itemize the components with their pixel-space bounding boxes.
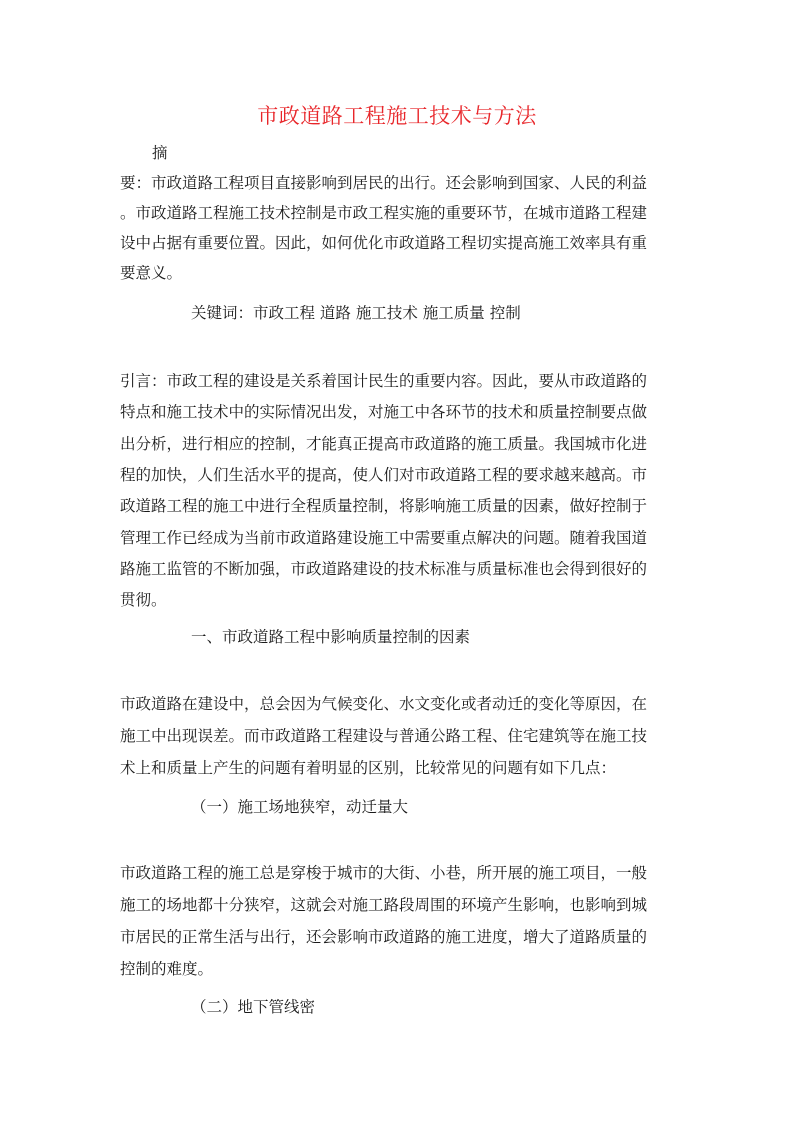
intro-line: 特点和施工技术中的实际情况出发，对施工中各环节的技术和质量控制要点做 [120, 403, 648, 421]
subsection-line: 市居民的正常生活与出行，还会影响市政道路的施工进度，增大了道路质量的 [120, 928, 648, 946]
intro-line: 贯彻。 [120, 591, 167, 609]
subsection-heading: （一）施工场地狭窄，动迁量大 [191, 798, 409, 816]
intro-line: 出分析，进行相应的控制，才能真正提高市政道路的施工质量。我国城市化进 [120, 435, 648, 453]
abstract-line: 。市政道路工程施工技术控制是市政工程实施的重要环节，在城市道路工程建 [120, 204, 648, 222]
intro-line: 管理工作已经成为当前市政道路建设施工中需要重点解决的问题。随着我国道 [120, 529, 648, 547]
section-line: 术上和质量上产生的问题有着明显的区别，比较常见的问题有如下几点： [120, 759, 617, 777]
keywords-line: 关键词：市政工程 道路 施工技术 施工质量 控制 [191, 304, 521, 322]
document-title: 市政道路工程施工技术与方法 [257, 104, 537, 128]
subsection-line: 施工的场地都十分狭窄，这就会对施工路段周围的环境产生影响，也影响到城 [120, 896, 648, 914]
intro-line: 政道路工程的施工中进行全程质量控制，将影响施工质量的因素，做好控制于 [120, 497, 648, 515]
section-heading: 一、市政道路工程中影响质量控制的因素 [191, 628, 471, 646]
abstract-line: 要：市政道路工程项目直接影响到居民的出行。还会影响到国家、人民的利益 [120, 174, 648, 192]
section-line: 施工中出现误差。而市政道路工程建设与普通公路工程、住宅建筑等在施工技 [120, 727, 648, 745]
intro-line: 引言：市政工程的建设是关系着国计民生的重要内容。因此，要从市政道路的 [120, 372, 648, 390]
section-line: 市政道路在建设中，总会因为气候变化、水文变化或者动迁的变化等原因，在 [120, 695, 648, 713]
abstract-label: 摘 [152, 144, 168, 162]
abstract-line: 设中占据有重要位置。因此，如何优化市政道路工程切实提高施工效率具有重 [120, 234, 648, 252]
subsection-line: 市政道路工程的施工总是穿梭于城市的大街、小巷，所开展的施工项目，一般 [120, 864, 648, 882]
intro-line: 路施工监管的不断加强，市政道路建设的技术标准与质量标准也会得到很好的 [120, 560, 648, 578]
subsection-heading: （二）地下管线密 [191, 998, 316, 1016]
abstract-line: 要意义。 [120, 264, 183, 282]
intro-line: 程的加快，人们生活水平的提高，使人们对市政道路工程的要求越来越高。市 [120, 466, 648, 484]
subsection-line: 控制的难度。 [120, 960, 214, 978]
